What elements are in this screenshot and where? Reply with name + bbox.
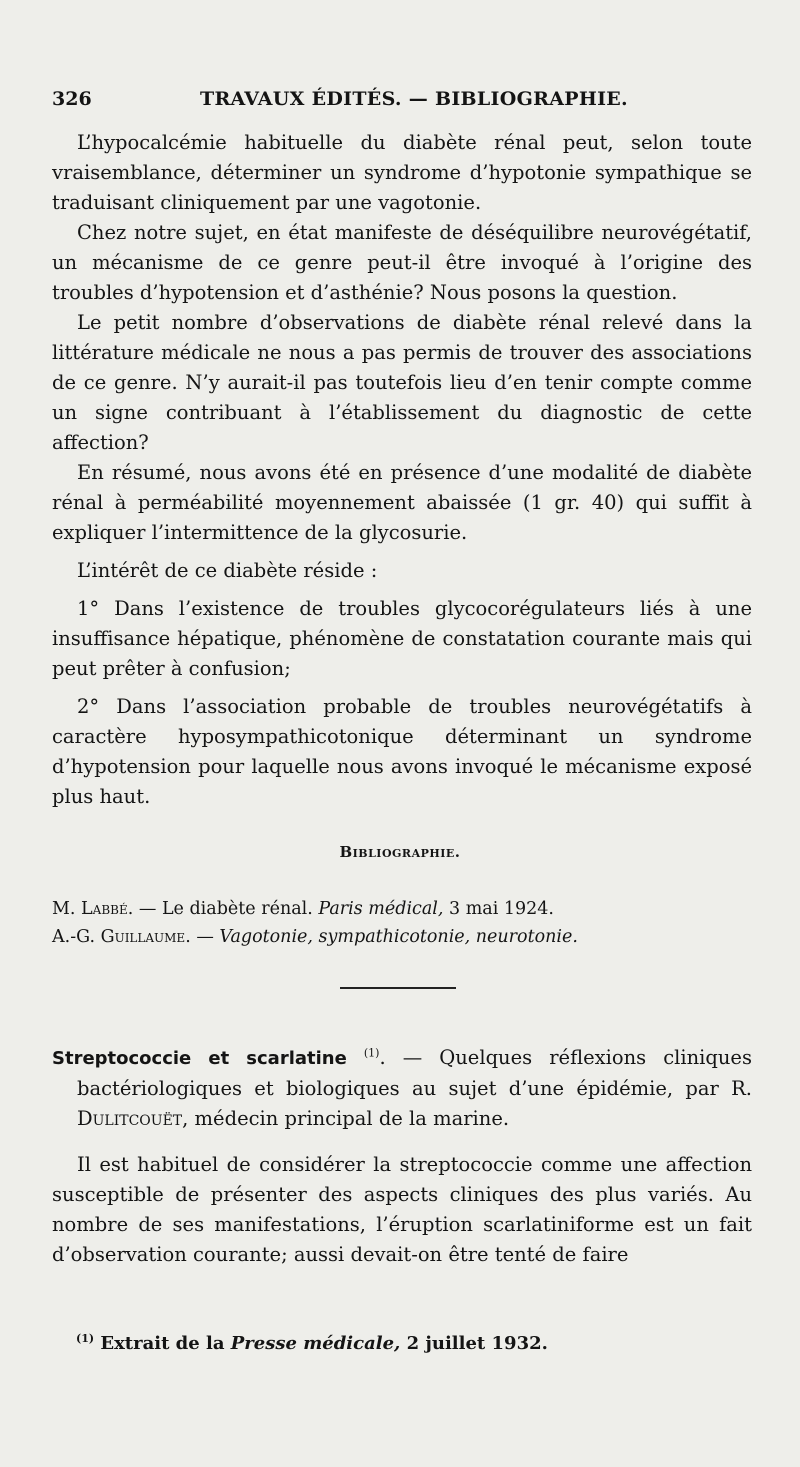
entry-text: Le diabète rénal. [161, 899, 319, 919]
bibliography-list [52, 895, 752, 951]
article-subtitle: . — Quelques réflexions cliniques bactériologiques et biologiques au sujet d’une épidémie, par [77, 1046, 752, 1100]
article-subtitle-end: , médecin principal de la marine. [182, 1107, 510, 1130]
list-item: 2° Dans l’association probable de troubles neurovégétatifs à caractère hyposympathicotonique déterminant un syndrome d’hypotension pour laquelle nous avons invoqué le mécanisme exposé plus haut. [52, 695, 752, 808]
entry-author: M. Labbé. [52, 899, 134, 919]
paragraph: Il est habituel de considérer la streptococcie comme une affection susceptible de présenter des aspects cliniques des plus variés. Au nombre de ses manifestations, l’éruption scarlatiniforme est un fait d’observation courante; aussi devait-on être tenté de faire [52, 1153, 752, 1266]
paragraph: Chez notre sujet, en état manifeste de déséquilibre neurovégétatif, un mécanisme de ce genre peut-il être invoqué à l’origine des troubles d’hypotension et d’asthénie? Nous posons la question. [52, 221, 752, 304]
article-title: Streptococcie et scarlatine [52, 1048, 347, 1069]
list-item: 1° Dans l’existence de troubles glycocorégulateurs liés à une insuffisance hépatique, phénomène de constatation courante mais qui peut prêter à confusion; [52, 597, 752, 680]
paragraph: Le petit nombre d’observations de diabète rénal relevé dans la littérature médicale ne nous a pas permis de trouver des associations de ce genre. N’y aurait-il pas toutefois lieu d’en tenir compte comme un signe contribuant à l’établissement du diagnostic de cette affection? [52, 311, 752, 454]
article-section [52, 1043, 752, 1270]
entry-dash: — [190, 927, 220, 947]
entry-journal: Paris médical, [318, 899, 444, 919]
article-heading [52, 1043, 752, 1134]
entry-journal: Vagotonie, sympathicotonie, neurotonie. [219, 927, 578, 947]
footnote-mark: (1) [76, 1332, 95, 1345]
running-header [52, 88, 752, 118]
footnote-text: Extrait de la [94, 1333, 231, 1354]
entry-author: A.-G. Guillaume. [52, 927, 191, 947]
page-number: 326 [52, 88, 92, 110]
bibliography-entry [52, 923, 752, 951]
bibliography-entry [52, 895, 752, 923]
main-text [52, 128, 752, 812]
paragraph: L’intérêt de ce diabète réside : [77, 559, 378, 582]
article-author: R. Dulitcouët [77, 1077, 752, 1130]
footnote-date: 2 juillet 1932. [400, 1333, 548, 1354]
footnote [76, 1333, 756, 1354]
running-title: TRAVAUX ÉDITÉS. — BIBLIOGRAPHIE. [200, 88, 628, 110]
paragraph: L’hypocalcémie habituelle du diabète rénal peut, selon toute vraisemblance, déterminer un syndrome d’hypotonie sympathique se traduisant cliniquement par une vagotonie. [52, 131, 752, 214]
entry-dash: — [133, 899, 162, 919]
paragraph: En résumé, nous avons été en présence d’une modalité de diabète rénal à perméabilité moyennement abaissée (1 gr. 40) qui suffit à expliquer l’intermittence de la glycosurie. [52, 461, 752, 544]
entry-date: 3 mai 1924. [443, 899, 554, 919]
section-divider [340, 987, 456, 989]
footnote-reference: (1) [363, 1046, 380, 1060]
bibliography-title: Bibliographie. [339, 843, 461, 861]
footnote-journal: Presse médicale, [230, 1333, 401, 1354]
